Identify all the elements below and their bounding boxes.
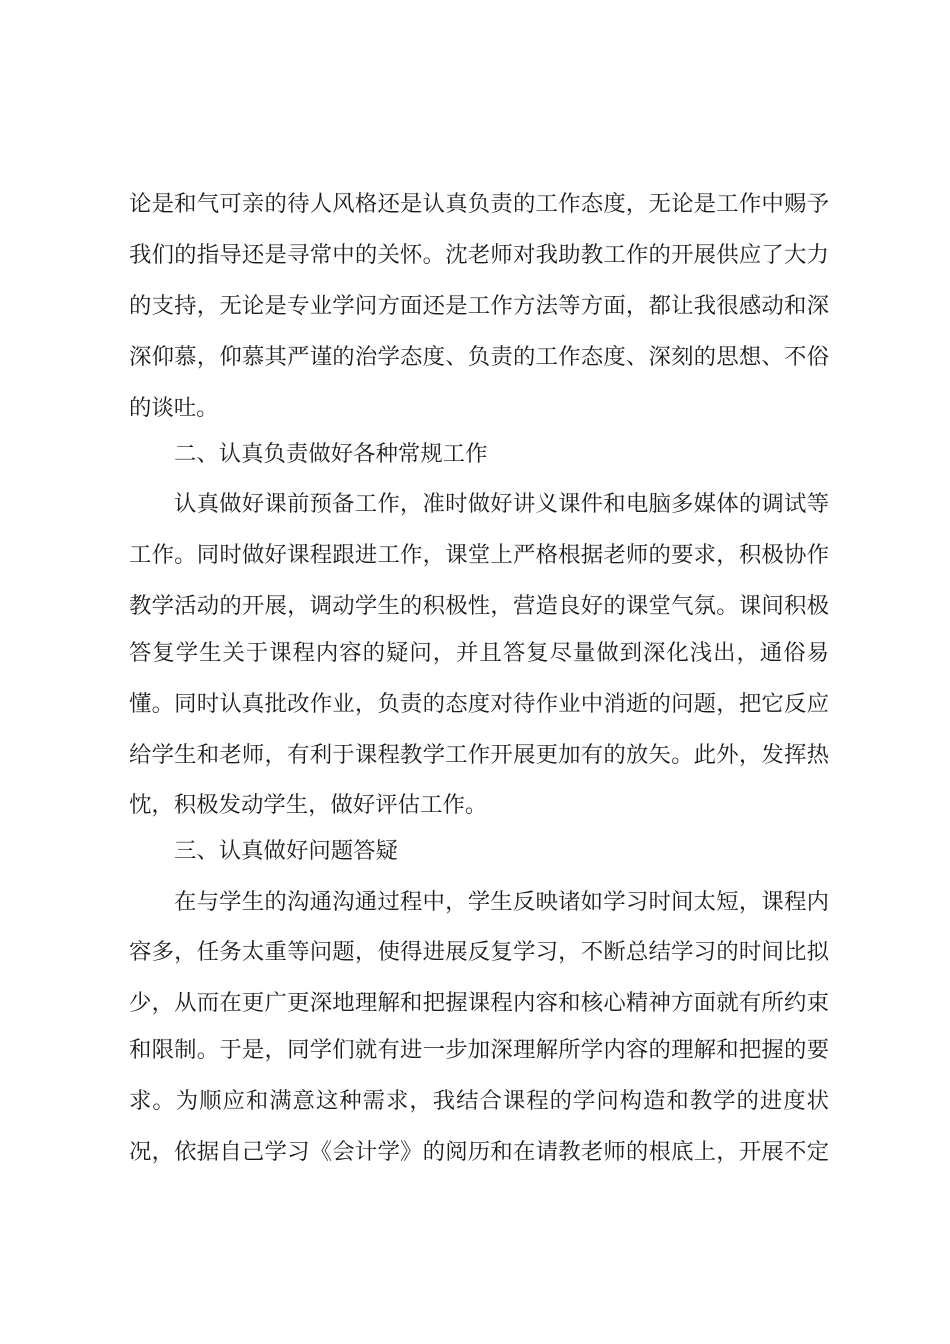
paragraph-line: 求。为顺应和满意这种需求，我结合课程的学问构造和教学的进度状 — [129, 1088, 829, 1114]
paragraph-line: 工作。同时做好课程跟进工作，课堂上严格根据老师的要求，积极协作 — [129, 542, 829, 568]
paragraph-line: 的谈吐。 — [129, 395, 219, 421]
paragraph-line: 认真做好课前预备工作，准时做好讲义课件和电脑多媒体的调试等 — [174, 491, 829, 517]
paragraph-line: 况，依据自己学习《会计学》的阅历和在请教老师的根底上，开展不定 — [129, 1139, 829, 1165]
paragraph-line: 和限制。于是，同学们就有进一步加深理解所学内容的理解和把握的要 — [129, 1037, 829, 1063]
paragraph-line: 答复学生关于课程内容的疑问，并且答复尽量做到深化浅出，通俗易 — [129, 640, 829, 666]
paragraph-line: 深仰慕，仰慕其严谨的治学态度、负责的工作态度、深刻的思想、不俗 — [129, 344, 829, 370]
paragraph-line: 给学生和老师，有利于课程教学工作开展更加有的放矢。此外，发挥热 — [129, 742, 829, 768]
paragraph-line: 教学活动的开展，调动学生的积极性，营造良好的课堂气氛。课间积极 — [129, 593, 829, 619]
paragraph-line: 容多，任务太重等问题，使得进展反复学习，不断总结学习的时间比拟 — [129, 939, 829, 965]
paragraph-line: 少，从而在更广更深地理解和把握课程内容和核心精神方面就有所约束 — [129, 990, 829, 1016]
paragraph-line: 在与学生的沟通沟通过程中，学生反映诸如学习时间太短，课程内 — [174, 889, 829, 915]
section-heading: 三、认真做好问题答疑 — [174, 838, 398, 864]
paragraph-line: 的支持，无论是专业学问方面还是工作方法等方面，都让我很感动和深 — [129, 293, 829, 319]
section-heading: 二、认真负责做好各种常规工作 — [174, 441, 488, 467]
paragraph-line: 论是和气可亲的待人风格还是认真负责的工作态度，无论是工作中赐予 — [129, 191, 829, 217]
paragraph-line: 我们的指导还是寻常中的关怀。沈老师对我助教工作的开展供应了大力 — [129, 242, 829, 268]
paragraph-line: 懂。同时认真批改作业，负责的态度对待作业中消逝的问题，把它反应 — [129, 691, 829, 717]
paragraph-line: 忱，积极发动学生，做好评估工作。 — [129, 792, 488, 818]
